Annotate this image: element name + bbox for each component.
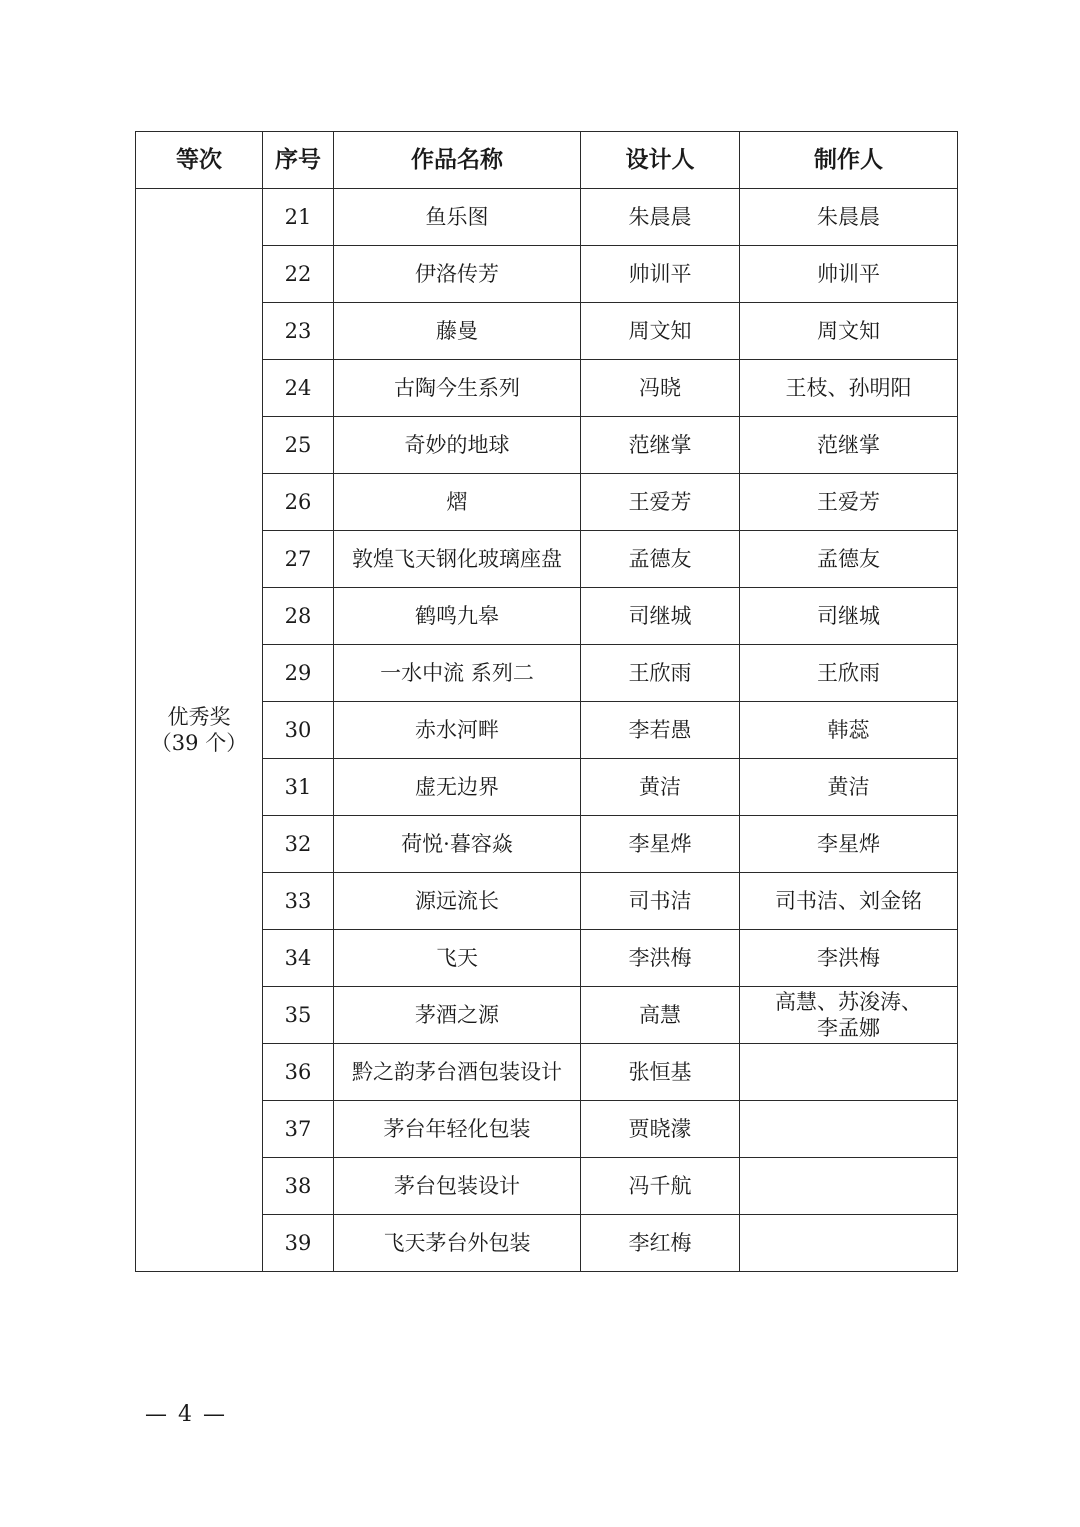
row-index: 39 [263, 1215, 334, 1272]
work-name-cell: 飞天茅台外包装 [334, 1215, 581, 1272]
designer-cell: 黄洁 [581, 759, 740, 816]
page-number: — 4 — [145, 1402, 227, 1427]
row-index: 35 [263, 987, 334, 1044]
row-index: 29 [263, 645, 334, 702]
work-name-cell: 茅台年轻化包装 [334, 1101, 581, 1158]
work-name-cell: 古陶今生系列 [334, 360, 581, 417]
work-name-cell: 黔之韵茅台酒包装设计 [334, 1044, 581, 1101]
row-index: 31 [263, 759, 334, 816]
row-index: 26 [263, 474, 334, 531]
work-name-cell: 茅酒之源 [334, 987, 581, 1044]
table-header-row [136, 132, 958, 189]
header-designer: 设计人 [581, 132, 740, 189]
designer-cell: 司书洁 [581, 873, 740, 930]
maker-cell: 黄洁 [740, 759, 958, 816]
row-index: 25 [263, 417, 334, 474]
designer-cell: 李若愚 [581, 702, 740, 759]
designer-cell: 冯千航 [581, 1158, 740, 1215]
maker-cell: 韩蕊 [740, 702, 958, 759]
row-index: 34 [263, 930, 334, 987]
row-index: 22 [263, 246, 334, 303]
designer-cell: 王爱芳 [581, 474, 740, 531]
work-name-cell: 藤曼 [334, 303, 581, 360]
row-index: 38 [263, 1158, 334, 1215]
header-work-name: 作品名称 [334, 132, 581, 189]
maker-cell [740, 987, 958, 1044]
designer-cell: 孟德友 [581, 531, 740, 588]
designer-cell: 贾晓濛 [581, 1101, 740, 1158]
maker-line: 李孟娜 [817, 1016, 880, 1040]
designer-cell: 李洪梅 [581, 930, 740, 987]
row-index: 24 [263, 360, 334, 417]
designer-cell: 范继掌 [581, 417, 740, 474]
grade-label: 优秀奖 [167, 704, 231, 729]
maker-cell [740, 1044, 958, 1101]
maker-cell: 周文知 [740, 303, 958, 360]
table-row [136, 189, 958, 246]
designer-cell: 王欣雨 [581, 645, 740, 702]
header-index: 序号 [263, 132, 334, 189]
designer-cell: 朱晨晨 [581, 189, 740, 246]
award-table [135, 131, 958, 1272]
work-name-cell: 一水中流 系列二 [334, 645, 581, 702]
row-index: 28 [263, 588, 334, 645]
maker-cell: 朱晨晨 [740, 189, 958, 246]
work-name-cell: 源远流长 [334, 873, 581, 930]
designer-cell: 冯晓 [581, 360, 740, 417]
row-index: 33 [263, 873, 334, 930]
row-index: 37 [263, 1101, 334, 1158]
work-name-cell: 虚无边界 [334, 759, 581, 816]
grade-count: （39 个） [150, 731, 248, 755]
maker-cell [740, 1101, 958, 1158]
row-index: 21 [263, 189, 334, 246]
designer-cell: 司继城 [581, 588, 740, 645]
row-index: 27 [263, 531, 334, 588]
work-name-cell: 赤水河畔 [334, 702, 581, 759]
maker-cell: 司继城 [740, 588, 958, 645]
designer-cell: 张恒基 [581, 1044, 740, 1101]
maker-cell: 李星烨 [740, 816, 958, 873]
work-name-cell: 伊洛传芳 [334, 246, 581, 303]
row-index: 30 [263, 702, 334, 759]
maker-cell [740, 1215, 958, 1272]
work-name-cell: 鹤鸣九皋 [334, 588, 581, 645]
maker-cell: 孟德友 [740, 531, 958, 588]
maker-cell: 范继掌 [740, 417, 958, 474]
work-name-cell: 敦煌飞天钢化玻璃座盘 [334, 531, 581, 588]
grade-cell [136, 189, 263, 1272]
maker-cell: 李洪梅 [740, 930, 958, 987]
header-grade: 等次 [136, 132, 263, 189]
maker-cell: 司书洁、刘金铭 [740, 873, 958, 930]
table-body [136, 189, 958, 1272]
designer-cell: 高慧 [581, 987, 740, 1044]
maker-cell: 王欣雨 [740, 645, 958, 702]
header-maker: 制作人 [740, 132, 958, 189]
work-name-cell: 熠 [334, 474, 581, 531]
maker-cell [740, 1158, 958, 1215]
work-name-cell: 飞天 [334, 930, 581, 987]
designer-cell: 李红梅 [581, 1215, 740, 1272]
row-index: 36 [263, 1044, 334, 1101]
maker-line: 高慧、苏浚涛、 [775, 989, 922, 1014]
designer-cell: 李星烨 [581, 816, 740, 873]
maker-cell: 帅训平 [740, 246, 958, 303]
row-index: 23 [263, 303, 334, 360]
work-name-cell: 鱼乐图 [334, 189, 581, 246]
work-name-cell: 奇妙的地球 [334, 417, 581, 474]
work-name-cell: 荷悦·暮容焱 [334, 816, 581, 873]
maker-cell: 王枝、孙明阳 [740, 360, 958, 417]
maker-cell: 王爱芳 [740, 474, 958, 531]
designer-cell: 周文知 [581, 303, 740, 360]
work-name-cell: 茅台包装设计 [334, 1158, 581, 1215]
designer-cell: 帅训平 [581, 246, 740, 303]
row-index: 32 [263, 816, 334, 873]
